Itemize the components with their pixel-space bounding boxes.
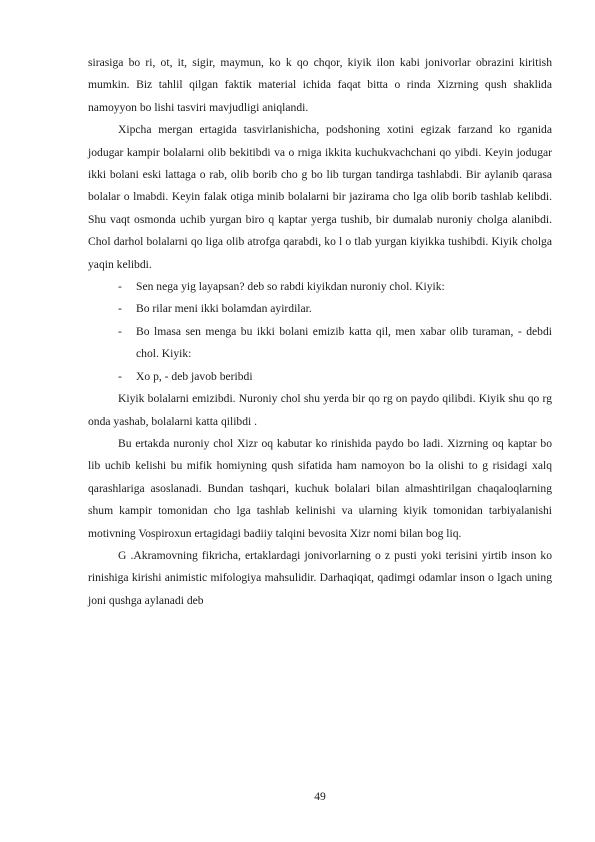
dialogue-line-2 (88, 298, 552, 320)
dialogue-dash: - (118, 302, 122, 316)
page-body (88, 52, 552, 612)
paragraph-1: sirasiga bo ri, ot, it, sigir, maymun, ko k qo chqor, kiyik ilon kabi jonivorlar obrazini kiritish mumkin. Biz tahlil qilgan faktik material ichida faqat bitta o rinda Xizrning qush shaklida namoyyon bo lishi tasviri mavjudligi aniqlandi. (88, 56, 552, 114)
dialogue-dash: - (118, 280, 122, 294)
dialogue-line-1 (88, 276, 552, 298)
dialogue-text: Bo rilar meni ikki bolamdan ayirdilar. (136, 302, 312, 316)
page-number: 49 (314, 790, 326, 803)
dialogue-dash: - (118, 369, 122, 383)
dialogue-dash: - (118, 324, 122, 338)
paragraph-3: Kiyik bolalarni emizibdi. Nuroniy chol shu yerda bir qo rg on paydo qilibdi. Kiyik shu qo rg onda yashab, bolalarni katta qilibdi . (88, 392, 552, 428)
dialogue-text: Sen nega yig layapsan? deb so rabdi kiyikdan nuroniy chol. Kiyik: (136, 280, 445, 294)
dialogue-text: Xo p, - deb javob beribdi (136, 369, 253, 383)
dialogue-line-3 (88, 321, 552, 366)
dialogue-line-4 (88, 366, 552, 388)
paragraph-2: Xipcha mergan ertagida tasvirlanishicha, podshoning xotini egizak farzand ko rganida jodugar kampir bolalarni olib bekitibdi va o rniga ikkita kuchukvachchani qo yibdi. Keyin jodugar ikki bolani eski lattaga o rab, olib borib cho g bo lib turgan tandirga tashlabdi. Bir aylanib qarasa bolalar o lmabdi. Keyin falak otiga minib bolalarni bir jazirama cho lga olib borib tashlab kelibdi. Shu vaqt osmonda uchib yurgan biro q kaptar yerga tushib, bir dumalab nuroniy cholga alanibdi. Chol darhol bolalarni qo liga olib atrofga qarabdi, ko l o tlab yurgan kiyikka tushibdi. Kiyik cholga yaqin kelibdi. (88, 123, 552, 271)
paragraph-5: G .Akramovning fikricha, ertaklardagi jonivorlarning o z pusti yoki terisini yirtib inson ko rinishiga kirishi animistic mifologiya mahsulidir. Darhaqiqat, qadimgi odamlar inson o lgach uning joni qushga aylanadi deb (88, 548, 552, 607)
paragraph-4: Bu ertakda nuroniy chol Xizr oq kabutar ko rinishida paydo bo ladi. Xizrning oq kaptar bo lib uchib kelishi bu mifik homiyning qush sifatida ham namoyon bo la olishi to g risidagi xalq qarashlariga asoslanadi. Bundan tashqari, kuchuk bolalari bilan almashtirilgan chaqaloqlarning shum kampir tomonidan cho lga tashlab kelinishi va ularning kiyik tomonidan tarbiyalanishi motivning Vospiroxun ertagidagi badiiy talqini bevosita Xizr nomi bilan bog liq. (88, 436, 552, 540)
dialogue-text: Bo lmasa sen menga bu ikki bolani emizib katta qil, men xabar olib turaman, - debdi chol. Kiyik: (136, 324, 552, 361)
